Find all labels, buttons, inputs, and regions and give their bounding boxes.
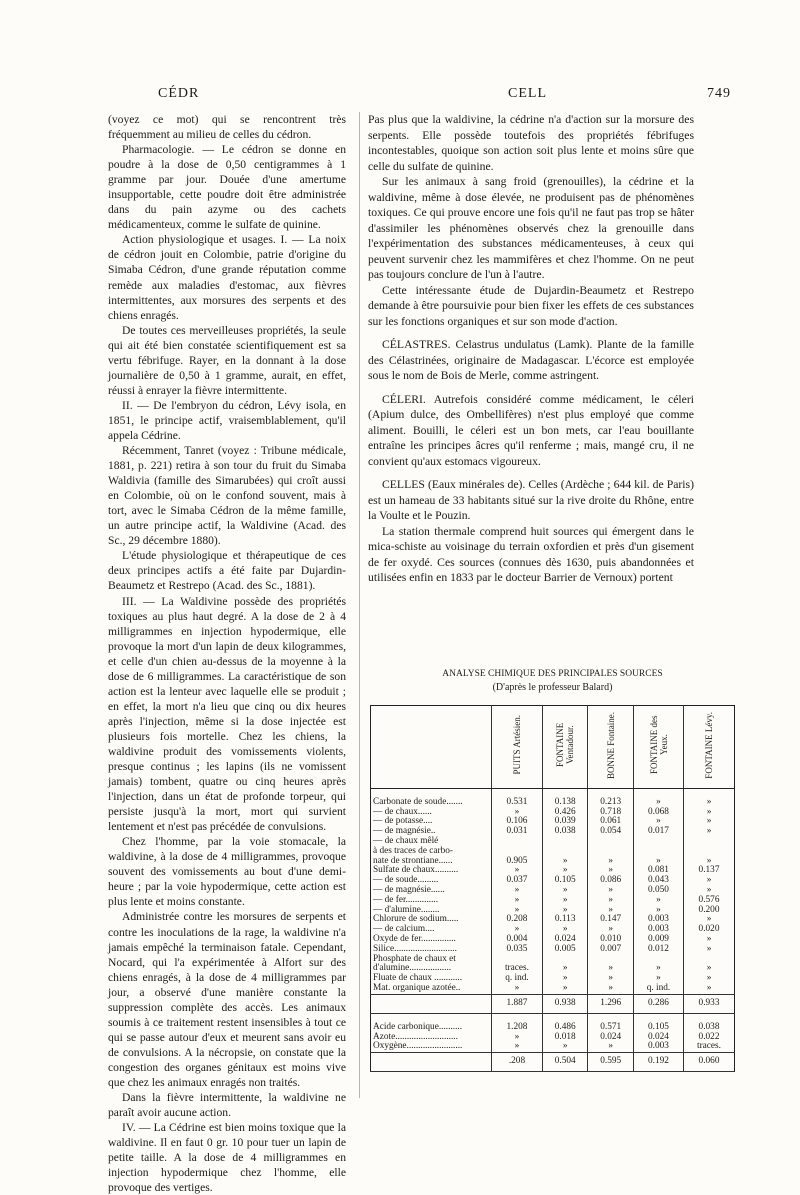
entry-celastres: CÉLASTRES. Celastrus undulatus (Lamk). Plante de la famille des Célastrinées, originaire de Madagascar. L'écorce est employée sous le nom de Bois de Merle, comme astringent.	[368, 338, 694, 382]
row-label	[371, 1053, 492, 1072]
table-cell: »	[542, 925, 588, 935]
table-cell: »	[588, 866, 634, 876]
table-cell: »	[633, 964, 683, 974]
table-cell: 0.938	[542, 994, 588, 1013]
row-label: Acide carbonique..........	[373, 1021, 463, 1032]
table-cell: »	[633, 974, 683, 984]
table-cell: »	[588, 906, 634, 916]
table-cell: 0.003	[633, 1042, 683, 1052]
row-label: d'alumine..................	[373, 963, 452, 974]
row-label: Azote...........................	[373, 1031, 458, 1042]
page-number: 749	[707, 86, 731, 101]
row-label: Oxygène........................	[373, 1041, 463, 1052]
running-head-center: CELL	[508, 86, 547, 101]
table-cell: »	[542, 866, 588, 876]
table-cell: »	[492, 1042, 543, 1052]
table-cell: »	[588, 857, 634, 867]
table-cell: 0.009	[633, 935, 683, 945]
table-cell: »	[684, 817, 735, 827]
table-cell: 0.213	[588, 798, 634, 808]
table-cell: 0.068	[633, 808, 683, 818]
table-cell: »	[542, 896, 588, 906]
table-subtitle: (D'après le professeur Balard)	[492, 682, 613, 693]
table-cell: »	[684, 886, 735, 896]
table-cell: 0.147	[588, 915, 634, 925]
right-column	[368, 112, 694, 586]
paragraph: L'étude physiologique et thérapeutique de ces deux principes actifs a été faite par Dujardin-Beaumetz et Restrepo (Acad. des Sc., 1881).	[108, 549, 346, 593]
table-cell: 0.905	[492, 857, 543, 867]
row-label: — de fer..............	[373, 894, 439, 905]
table-cell: 0.595	[588, 1053, 634, 1072]
paragraph: Sur les animaux à sang froid (grenouilles), la cédrine et la waldivine, même à dose élevée, ne produisent pas de phénomènes toxiques. Ce qui prouve encore une fois qu'il ne faut pas trop se hâter d'assimiler les phénomènes observés chez la grenouille dans l'expérimentation des substances médicamenteuses, à ceux qui peuvent survenir chez les mammifères et chez l'homme. On ne peut pas toujours conclure de l'un à l'autre.	[368, 175, 694, 281]
table-cell: 0.137	[684, 866, 735, 876]
table-cell: traces.	[684, 1042, 735, 1052]
solids-body	[371, 788, 735, 1013]
paragraph: (voyez ce mot) qui se rencontrent très fréquemment au milieu de celles du cédron.	[108, 113, 346, 142]
table-cell: 0.286	[633, 994, 683, 1013]
table-cell: 0.031	[492, 827, 543, 837]
table-cell: 0.504	[542, 1053, 588, 1072]
table-cell: 0.054	[588, 827, 634, 837]
table-cell: 0.486	[542, 1023, 588, 1033]
table-cell: 0.003	[633, 915, 683, 925]
table-cell: 0.037	[492, 876, 543, 886]
table-cell	[684, 837, 735, 847]
left-column	[108, 112, 346, 1195]
table-cell: 0.933	[684, 994, 735, 1013]
paragraph: IV. — La Cédrine est bien moins toxique que la waldivine. Il en faut 0 gr. 10 pour tuer un lapin de petite taille. A la dose de 4 milligrammes en injection hypodermique chez l'homme, elle provoque des vertiges.	[108, 1121, 346, 1195]
row-label: à des traces de carbo-	[373, 845, 454, 856]
table-cell: 0.571	[588, 1023, 634, 1033]
table-cell: »	[633, 817, 683, 827]
table-cell: »	[684, 808, 735, 818]
table-cell: »	[633, 857, 683, 867]
row-label	[371, 994, 492, 1013]
table-cell: q. ind.	[633, 984, 683, 994]
table-cell: »	[588, 1042, 634, 1052]
table-cell: 0.192	[633, 1053, 683, 1072]
column-header: PUITS Artésien.	[492, 706, 543, 789]
table-title: ANALYSE CHIMIQUE DES PRINCIPALES SOURCES	[442, 669, 663, 679]
table-cell: 0.010	[588, 935, 634, 945]
table-cell: 1.887	[492, 994, 543, 1013]
table-cell: »	[684, 974, 735, 984]
table-cell	[633, 837, 683, 847]
table-cell: 0.060	[684, 1053, 735, 1072]
table-cell: 0.106	[492, 817, 543, 827]
row-label: Oxyde de fer...............	[373, 933, 456, 944]
table-cell: 0.043	[633, 876, 683, 886]
paragraph: De toutes ces merveilleuses propriétés, la seule qui ait été bien constatée scientifiquement est sa vertu fébrifuge. Rayer, en la donnant à la dose journalière de 0,50 à 1 gramme, aurait, en effet, réussi à enrayer la fièvre intermittente.	[108, 323, 346, 397]
table-cell: 0.531	[492, 798, 543, 808]
row-label: — de magnésie..	[373, 826, 436, 837]
column-header: FONTAINE des Yeux.	[633, 706, 683, 789]
table-cell: »	[588, 886, 634, 896]
table-cell: »	[588, 974, 634, 984]
table-row	[371, 1042, 735, 1052]
row-label: — de calcium....	[373, 924, 435, 935]
table-cell: 0.004	[492, 935, 543, 945]
paragraph: Récemment, Tanret (voyez : Tribune médicale, 1881, p. 221) retira à son tour du fruit du Simaba Waldivia (famille des Simarubées) qui croît aussi en Colombie, où on le confond souvent, mais à tort, avec le Simaba Cédron de la même famille, un autre principe actif, la Waldivine (Acad. des Sc., 29 décembre 1880).	[108, 444, 346, 548]
row-label: Fluate de chaux ............	[373, 973, 463, 984]
table-cell: .208	[492, 1053, 543, 1072]
table-cell: 0.022	[684, 1033, 735, 1043]
table-cell: »	[492, 906, 543, 916]
table-cell: »	[492, 886, 543, 896]
table-cell: »	[492, 896, 543, 906]
gases-body	[371, 1013, 735, 1071]
table-cell: 0.035	[492, 945, 543, 955]
row-label: — de magnésie......	[373, 884, 445, 895]
table-cell: »	[684, 945, 735, 955]
table-cell: 0.012	[633, 945, 683, 955]
analysis-table	[370, 705, 735, 1072]
table-row	[371, 984, 735, 994]
header-blank	[371, 706, 492, 789]
table-row	[371, 1053, 735, 1072]
paragraph: Action physiologique et usages. I. — La noix de cédron jouit en Colombie, patrie d'origine du Simaba Cédron, d'une grande réputation comme remède aux maladies d'estomac, aux fièvres intermittentes, aux morsures des serpents et des chiens enragés.	[108, 233, 346, 322]
table-cell: »	[542, 984, 588, 994]
table-cell: »	[684, 935, 735, 945]
table-cell: 0.003	[633, 925, 683, 935]
table-cell: »	[588, 984, 634, 994]
entry-celles: CELLES (Eaux minérales de). Celles (Ardèche ; 644 kil. de Paris) est un hameau de 33 habitants situé sur la rive droite du Rhône, entre la Voulte et le Pouzin.	[368, 478, 694, 522]
table-cell: »	[633, 798, 683, 808]
table-cell: q. ind.	[492, 974, 543, 984]
paragraph: Dans la fièvre intermittente, la waldivine ne paraît avoir aucune action.	[108, 1091, 346, 1120]
table-cell: »	[542, 857, 588, 867]
table-cell: »	[684, 984, 735, 994]
row-label: — de chaux......	[373, 806, 432, 817]
table-row	[371, 994, 735, 1013]
table-cell: 0.105	[542, 876, 588, 886]
table-cell: »	[588, 925, 634, 935]
paragraph: II. — De l'embryon du cédron, Lévy isola, en 1851, le principe actif, vraisemblablement, qu'il appela Cédrine.	[108, 398, 346, 442]
table-cell	[588, 837, 634, 847]
row-label: Carbonate de soude.......	[373, 796, 463, 807]
table-cell: »	[542, 1042, 588, 1052]
table-cell: 0.081	[633, 866, 683, 876]
table-cell: »	[492, 866, 543, 876]
paragraph: III. — La Waldivine possède des propriétés toxiques au plus haut degré. A la dose de 2 à 4 milligrammes en injection hypodermique, elle provoque la mort d'un lapin de deux kilogrammes, et celle d'un chien au-dessus de la moyenne à la dose de 6 milligrammes. La caractéristique de son action est la lenteur avec laquelle elle se produit ; en effet, la mort n'a lieu que cinq ou dix heures après l'injection, même si la dose injectée est plusieurs fois mortelle. Chez les chiens, la waldivine produit des vomissements violents, presque continus ; les lapins (ils ne vomissent jamais) tombent, quatre ou cinq heures après l'injection, dans un état de profonde torpeur, qui persiste jusqu'à la mort, mort qui survient lentement et n'est pas précédée de convulsions.	[108, 594, 346, 834]
table-cell: 0.038	[542, 827, 588, 837]
table-cell: »	[684, 876, 735, 886]
table-cell: 0.020	[684, 925, 735, 935]
table-cell: »	[492, 1033, 543, 1043]
table-cell: 1.208	[492, 1023, 543, 1033]
table-cell: 0.024	[542, 935, 588, 945]
table-cell: »	[492, 984, 543, 994]
table-cell	[492, 837, 543, 847]
table-cell: 0.113	[542, 915, 588, 925]
row-label: Chlorure de sodium.....	[373, 914, 459, 925]
table-cell: »	[684, 798, 735, 808]
table-cell: 0.005	[542, 945, 588, 955]
paragraph: Pharmacologie. — Le cédron se donne en poudre à la dose de 0,50 centigrammes à 1 gramme par jour. Douée d'une amertume insupportable, cette poudre doit être administrée dans du pain azyme ou des cachets médicamenteux, comme le sulfate de quinine.	[108, 143, 346, 232]
table-cell: 0.017	[633, 827, 683, 837]
table-cell: »	[492, 808, 543, 818]
table-cell: 0.718	[588, 808, 634, 818]
table-cell: »	[542, 886, 588, 896]
table-cell: 0.007	[588, 945, 634, 955]
table-cell: 0.038	[684, 1023, 735, 1033]
running-head-left: CÉDR	[158, 86, 200, 101]
table-cell: »	[684, 915, 735, 925]
table-cell: 0.576	[684, 896, 735, 906]
paragraph: Administrée contre les morsures de serpents et contre les inoculations de la rage, la waldivine n'a jamais empêché la terminaison fatale. Cependant, Nocard, qui l'a expérimentée à Alfort sur des chiens enragés, à la dose de 4 milligrammes par jour, a observé d'une manière constante la suppression complète des accès. Les animaux soumis à ce traitement restent insensibles à tout ce qui se passe autour d'eux et meurent sans avoir eu de convulsions. A la nécropsie, on constate que la congestion des organes génitaux est moins vive que chez les animaux enragés non traités.	[108, 910, 346, 1089]
column-divider	[359, 112, 360, 1098]
column-header: FONTAINE Lévy.	[684, 706, 735, 789]
table-cell: »	[588, 896, 634, 906]
column-header: BONNE Fontaine.	[588, 706, 634, 789]
table-cell: traces.	[492, 964, 543, 974]
row-label: — de potasse....	[373, 816, 433, 827]
row-label: — de chaux mêlé	[373, 835, 439, 846]
table-cell: »	[542, 964, 588, 974]
table-cell: 0.086	[588, 876, 634, 886]
table-cell: 0.024	[633, 1033, 683, 1043]
table-cell: »	[542, 974, 588, 984]
table-cell: 0.138	[542, 798, 588, 808]
table-cell: 0.018	[542, 1033, 588, 1043]
table-cell: »	[588, 964, 634, 974]
table-cell: 0.050	[633, 886, 683, 896]
table-cell: 1.296	[588, 994, 634, 1013]
row-label: Mat. organique azotée..	[373, 982, 461, 993]
column-header: FONTAINE Ventadour.	[542, 706, 588, 789]
table-cell: 0.105	[633, 1023, 683, 1033]
row-label: Phosphate de chaux et	[373, 953, 456, 964]
table-cell: »	[542, 906, 588, 916]
table-cell: »	[633, 896, 683, 906]
row-label: Sulfate de chaux..........	[373, 865, 459, 876]
paragraph: La station thermale comprend huit sources qui émergent dans le mica-schiste au voisinage du terrain oxfordien et près d'un gisement de fer oxydé. Ces sources (connues dès 1630, puis abandonnées et utilisées enfin en 1833 par le docteur Barrier de Vernoux) portent	[368, 524, 694, 584]
row-label: — de soude.........	[373, 875, 439, 886]
table-cell: »	[684, 964, 735, 974]
table-cell: 0.024	[588, 1033, 634, 1043]
table-cell: »	[684, 827, 735, 837]
table-cell: 0.426	[542, 808, 588, 818]
table-cell: 0.061	[588, 817, 634, 827]
table-cell: 0.208	[492, 915, 543, 925]
table-cell	[542, 837, 588, 847]
table-cell: 0.200	[684, 906, 735, 916]
table-cell: »	[684, 857, 735, 867]
row-label: nate de strontiane......	[373, 855, 453, 866]
paragraph: Cette intéressante étude de Dujardin-Beaumetz et Restrepo demande à être poursuivie pour bien fixer les effets de ces substances sur les fonctions organiques et sur son mode d'action.	[368, 283, 694, 328]
table-header-row	[371, 706, 735, 789]
paragraph: Pas plus que la waldivine, la cédrine n'a d'action sur la morsure des serpents. Elle possède toutefois des propriétés fébrifuges incontestables, quoique son action soit plus lente et moins sûre que celle du sulfate de quinine.	[368, 113, 694, 173]
paragraph: Chez l'homme, par la voie stomacale, la waldivine, à la dose de 4 milligrammes, provoque souvent des vomissements au bout d'une demi-heure ; par la voie hypodermique, cette action est plus lente et moins constante.	[108, 835, 346, 909]
entry-celeri: CÉLERI. Autrefois considéré comme médicament, le céleri (Apium dulce, des Ombellifères) n'est plus employé que comme aliment. Bouilli, le céleri est un bon mets, car l'eau bouillante entraîne les principes âcres qu'il renferme ; mais, mangé cru, il ne convient qu'aux estomacs vigoureux.	[368, 392, 694, 468]
row-label: — d'alumine........	[373, 904, 440, 915]
table-cell: »	[492, 925, 543, 935]
row-label: Silice...........................	[373, 943, 457, 954]
table-cell: »	[633, 906, 683, 916]
table-cell: 0.039	[542, 817, 588, 827]
